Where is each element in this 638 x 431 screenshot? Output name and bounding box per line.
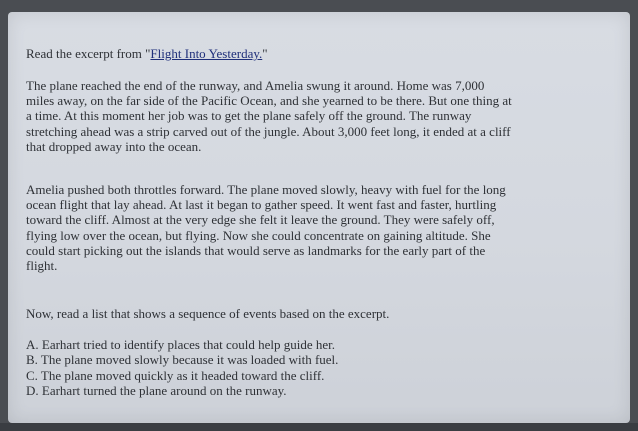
excerpt-paragraph-1 bbox=[26, 78, 610, 154]
intro-suffix: " bbox=[262, 46, 268, 61]
paragraph-line: a time. At this moment her job was to get the plane safely off the ground. The runway bbox=[26, 108, 472, 124]
paragraph-line: ocean flight that lay ahead. At last it began to gather speed. It went fast and faster, hurtling bbox=[26, 197, 497, 213]
paragraph-line: stretching ahead was a strip carved out of the jungle. About 3,000 feet long, it ended at a cliff bbox=[26, 123, 511, 139]
bottom-edge bbox=[0, 423, 638, 431]
paragraph-line: flying low over the ocean, but flying. Now she could concentrate on gaining altitude. She bbox=[26, 227, 491, 243]
question-prompt bbox=[26, 306, 610, 321]
paragraph-line: miles away, on the far side of the Pacific Ocean, and she yearned to be there. But one thing at bbox=[26, 93, 512, 109]
event-item-a: A. Earhart tried to identify places that could help guide her. bbox=[26, 337, 336, 352]
excerpt-title-link[interactable]: Flight Into Yesterday. bbox=[150, 46, 263, 61]
event-item-b: B. The plane moved slowly because it was loaded with fuel. bbox=[26, 352, 339, 368]
question-card bbox=[8, 12, 630, 423]
event-item-c: C. The plane moved quickly as it headed toward the cliff. bbox=[26, 367, 325, 383]
paragraph-line: Amelia pushed both throttles forward. The plane moved slowly, heavy with fuel for the long bbox=[26, 182, 506, 197]
intro-prefix: Read the excerpt from " bbox=[26, 46, 151, 61]
event-item-d: D. Earhart turned the plane around on the runway. bbox=[26, 382, 287, 398]
excerpt-intro bbox=[26, 46, 268, 62]
paragraph-line: flight. bbox=[26, 258, 58, 274]
paragraph-line: that dropped away into the ocean. bbox=[26, 138, 202, 154]
paragraph-line: could start picking out the islands that would serve as landmarks for the early part of the bbox=[26, 242, 486, 258]
paragraph-line: toward the cliff. Almost at the very edge she felt it leave the ground. They were safely off, bbox=[26, 212, 495, 228]
excerpt-paragraph-2 bbox=[26, 182, 610, 273]
paragraph-line: The plane reached the end of the runway, and Amelia swung it around. Home was 7,000 bbox=[26, 78, 485, 93]
prompt-text: Now, read a list that shows a sequence of events based on the excerpt. bbox=[26, 306, 390, 321]
event-list bbox=[26, 337, 338, 398]
